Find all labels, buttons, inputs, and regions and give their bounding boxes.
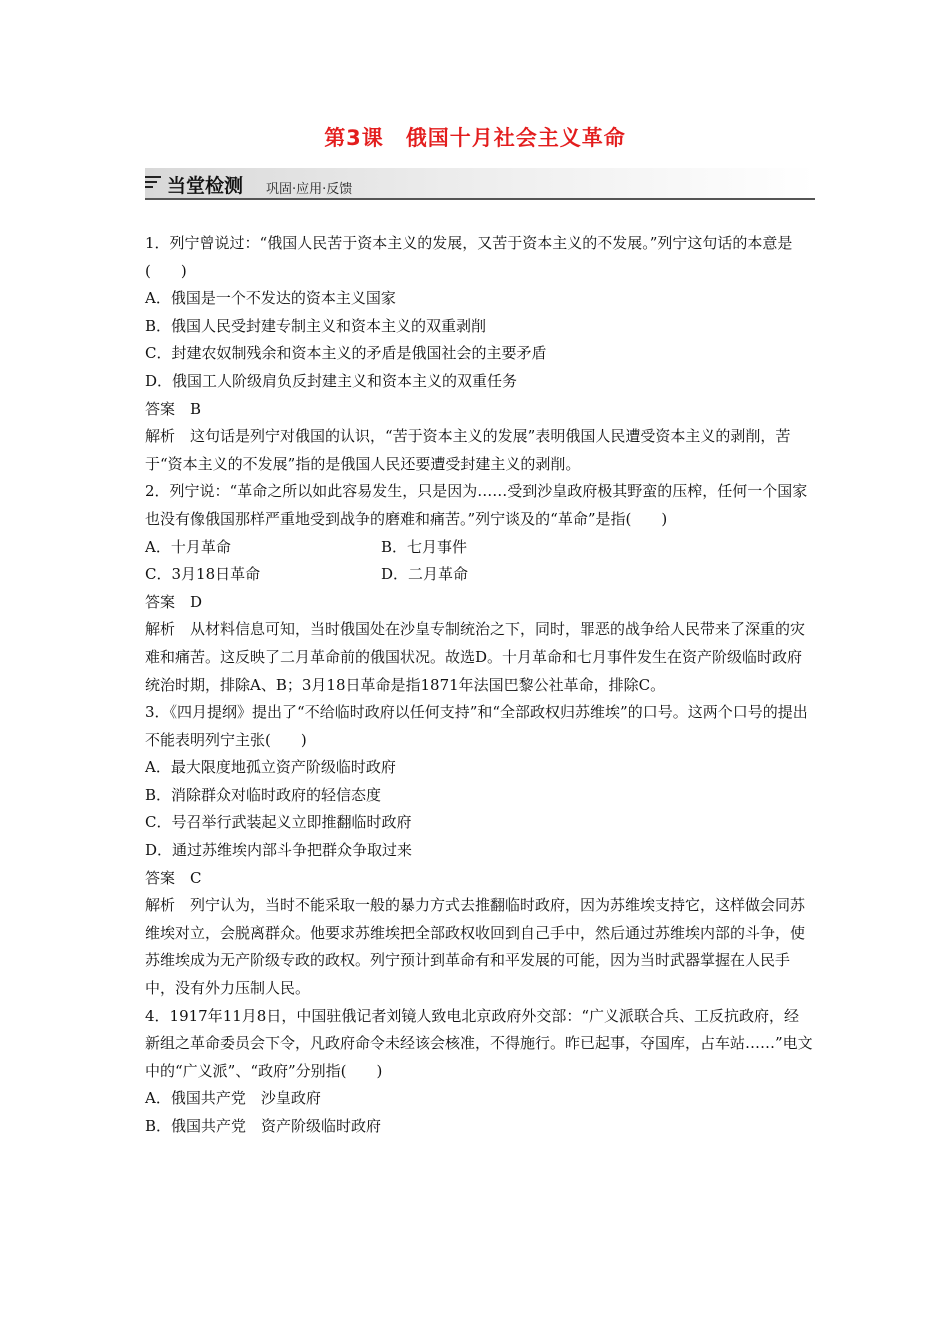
- q3-option-a: A．最大限度地孤立资产阶级临时政府: [145, 758, 396, 777]
- stripes-icon: [145, 174, 161, 190]
- q4-option-a: A．俄国共产党 沙皇政府: [145, 1089, 321, 1108]
- q3-option-d: D．通过苏维埃内部斗争把群众争取过来: [145, 841, 413, 860]
- section-title: 当堂检测: [167, 175, 244, 197]
- section-banner: [145, 168, 815, 200]
- q2-analysis: 解析 从材料信息可知，当时俄国处在沙皇专制统治之下，同时，罪恶的战争给人民带来了深重的灾难和痛苦。这反映了二月革命前的俄国状况。故选D。十月革命和七月事件发生在资产阶级临时政府统治时期，排除A、B；3月18日革命是指1871年法国巴黎公社革命，排除C。: [145, 620, 806, 694]
- q2-stem: 2．列宁说：“革命之所以如此容易发生，只是因为……受到沙皇政府极其野蛮的压榨，任何一个国家也没有像俄国那样严重地受到战争的磨难和痛苦。”列宁谈及的“革命”是指( ): [145, 482, 808, 528]
- section-subtitle: 巩固·应用·反馈: [266, 182, 353, 197]
- q4-option-b: B．俄国共产党 资产阶级临时政府: [145, 1117, 382, 1135]
- q1-option-a: A．俄国是一个不发达的资本主义国家: [145, 289, 396, 308]
- q2-options-row-2: [145, 561, 813, 589]
- q1-stem: 1．列宁曾说过：“俄国人民苦于资本主义的发展，又苦于资本主义的不发展。”列宁这句话的本意是( ): [145, 234, 793, 280]
- q1-answer: 答案 B: [145, 399, 202, 418]
- q3-answer: 答案 C: [145, 868, 202, 887]
- q1-option-b: B．俄国人民受封建专制主义和资本主义的双重剥削: [145, 316, 487, 335]
- q4-stem: 4．1917年11月8日，中国驻俄记者刘镜人致电北京政府外交部：“广义派联合兵、工反抗政府，经新组之革命委员会下令，凡政府命令未经该会核准，不得施行。昨已起事，夺国库，占车站……”电文中的“广义派”、“政府”分别指( ): [145, 1006, 813, 1080]
- q3-option-b: B．消除群众对临时政府的轻信态度: [145, 785, 382, 804]
- lesson-title: 第3课 俄国十月社会主义革命: [324, 126, 626, 150]
- q2-option-d: D．二月革命: [381, 565, 469, 584]
- q2-options-row-1: [145, 534, 813, 562]
- q3-analysis: 解析 列宁认为，当时不能采取一般的暴力方式去推翻临时政府，因为苏维埃支持它，这样做会同苏维埃对立，会脱离群众。他要求苏维埃把全部政权收回到自己手中，然后通过苏维埃内部的斗争，使苏维埃成为无产阶级专政的政权。列宁预计到革命有和平发展的可能，因为当时武器掌握在人民手中，没有外力压制人民。: [145, 896, 806, 998]
- q1-option-d: D．俄国工人阶级肩负反封建主义和资本主义的双重任务: [145, 371, 518, 390]
- q3-option-c: C．号召举行武装起义立即推翻临时政府: [145, 813, 412, 832]
- q3-stem: 3．《四月提纲》提出了“不给临时政府以任何支持”和“全部政权归苏维埃”的口号。这两个口号的提出不能表明列宁主张( ): [145, 703, 808, 749]
- question-list: [145, 230, 813, 1141]
- q2-option-a: A．十月革命: [145, 537, 231, 556]
- q1-analysis: 解析 这句话是列宁对俄国的认识，“苦于资本主义的发展”表明俄国人民遭受资本主义的剥削，苦于“资本主义的不发展”指的是俄国人民还要遭受封建主义的剥削。: [145, 427, 791, 473]
- q2-option-b: B．七月事件: [381, 537, 468, 556]
- q1-option-c: C．封建农奴制残余和资本主义的矛盾是俄国社会的主要矛盾: [145, 344, 547, 363]
- q2-option-c: C．3月18日革命: [145, 565, 261, 584]
- q2-answer: 答案 D: [145, 592, 203, 611]
